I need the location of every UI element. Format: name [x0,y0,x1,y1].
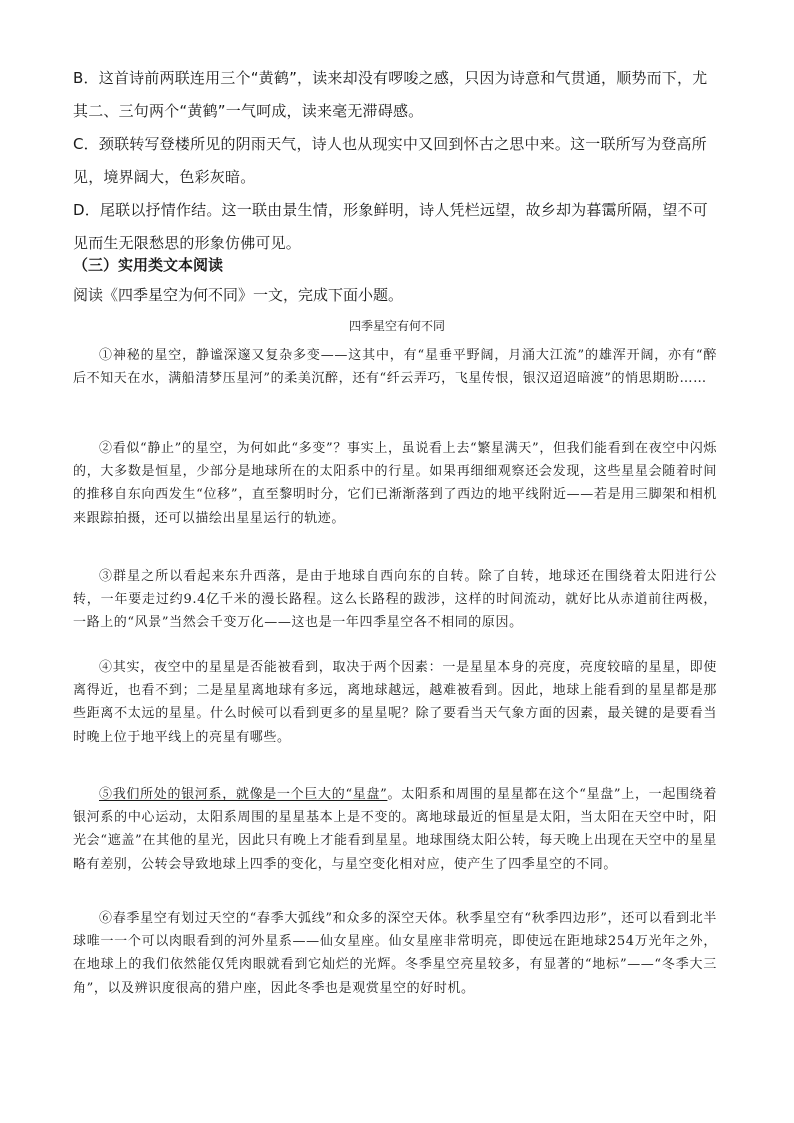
paragraph-5-rest: 。太阳系和周围的星星都在这个“星盘”上，一起围绕着银河系的中心运动，太阳系周围的星星基本上是不变的。离地球最近的恒星是太阳，当太阳在天空中时，阳光会“遮盖”在其他的星光，因此只有晚上才能看到星星。地球围绕太阳公转，每天晚上出现在天空中的星星略有差别，公转会导致地球上四季的变化，与星空变化相对应，使产生了四季星空的不同。 [73,787,717,872]
underlined-sentence: ⑤我们所处的银河系，就像是一个巨大的“星盘” [99,787,388,802]
paragraph-3: ③群星之所以看起来东升西落，是由于地球自西向东的自转。除了自转，地球还在围绕着太阳进行公转，一年要走过约9.4亿千米的漫长路程。这么长路程的跋涉，这样的时间流动，就好比从赤道前往两极，一路上的“风景”当然会千变万化——这也是一年四季星空各不相同的原因。 [73,569,717,631]
option-d: D．尾联以抒情作结。这一联由景生情，形象鲜明，诗人凭栏远望，故乡却为暮霭所隔，望不可见而生无限愁思的形象仿佛可见。 [73,201,708,252]
paragraph-5 [73,783,717,876]
option-b: B．这首诗前两联连用三个“黄鹤”，读来却没有啰唆之感，只因为诗意和气贯通，顺势而下，尤其二、三句两个“黄鹤”一气呵成，读来毫无滞碍感。 [73,69,708,120]
paragraph-6: ⑥春季星空有划过天空的“春季大弧线”和众多的深空天体。秋季星空有“秋季四边形”，还可以看到北半球唯一一个可以肉眼看到的河外星系——仙女星座。仙女星座非常明亮，即使远在距地球254万光年之外，在地球上的我们依然能仅凭肉眼就看到它灿烂的光辉。冬季星空亮星较多，有显著的“地标”——“冬季大三角”，以及辨识度很高的猎户座，因此冬季也是观赏星空的好时机。 [73,911,717,996]
option-c: C．颈联转写登楼所见的阴雨天气，诗人也从现实中又回到怀古之思中来。这一联所写为登高所见，境界阔大，色彩灰暗。 [73,135,707,186]
section-heading: （三）实用类文本阅读 [73,256,224,274]
paragraph-4: ④其实，夜空中的星星是否能被看到，取决于两个因素：一是星星本身的亮度，亮度较暗的星星，即使离得近，也看不到；二是星星离地球有多远，离地球越远，越难被看到。因此，地球上能看到的星星都是那些距离不太远的星星。什么时候可以看到更多的星星呢？除了要看当天气象方面的因素，最关键的是要看当时晚上位于地平线上的亮星有哪些。 [73,660,717,745]
paragraph-1: ①神秘的星空，静谧深邃又复杂多变——这其中，有“星垂平野阔，月涌大江流”的雄浑开阔，亦有“醉后不知天在水，满船清梦压星河”的柔美沉醉，还有“纤云弄巧，飞星传恨，银汉迢迢暗渡”的悄思期盼…… [73,348,717,387]
reading-instruction: 阅读《四季星空为何不同》一文，完成下面小题。 [73,286,404,304]
paragraph-2: ②看似“静止”的星空，为何如此“多变”？事实上，虽说看上去“繁星满天”，但我们能看到在夜空中闪烁的，大多数是恒星，少部分是地球所在的太阳系中的行星。如果再细细观察还会发现，这些星星会随着时间的推移自东向西发生“位移”，直至黎明时分，它们已渐渐落到了西边的地平线附近——若是用三脚架和相机来跟踪拍摄，还可以描绘出星星运行的轨迹。 [73,441,717,526]
article-title: 四季星空有何不同 [348,319,445,333]
